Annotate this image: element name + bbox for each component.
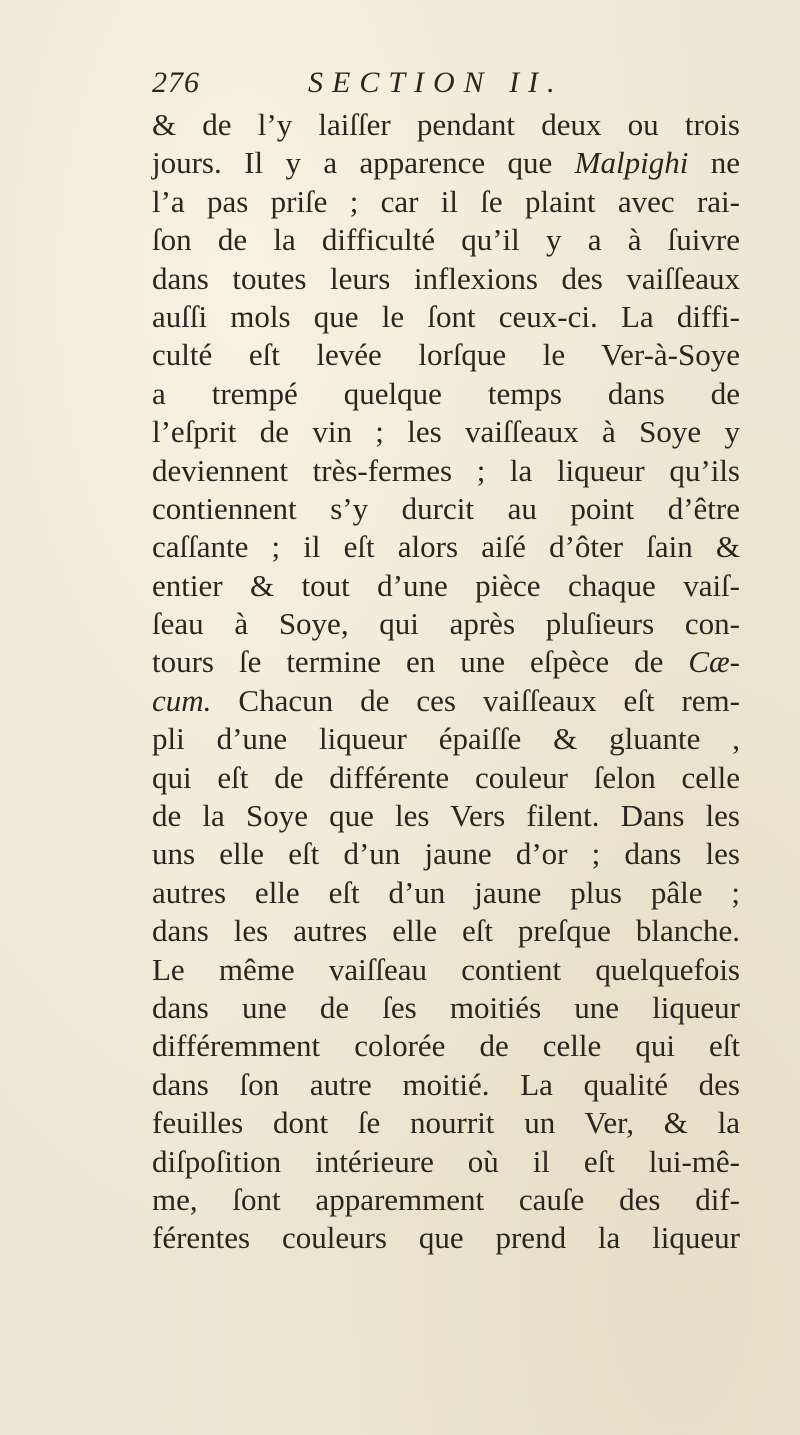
text-line: contiennent s’y durcit au point d’être: [152, 490, 740, 526]
text-line: ſeau à Soye, qui après pluſieurs con-: [152, 606, 740, 642]
text-line: & de l’y laiſſer pendant deux ou trois: [152, 107, 740, 142]
body-text: [152, 106, 740, 1258]
text-line: dans toutes leurs inflexions des vaiſſeaux: [152, 260, 740, 296]
page-header: [152, 66, 712, 106]
text-line: feuilles dont ſe nourrit un Ver, & la: [152, 1105, 740, 1141]
text-fragment: jours. Il y a apparence que: [152, 145, 553, 181]
text-line: qui eſt de différente couleur ſelon celle: [152, 759, 740, 795]
page-number: 276: [152, 66, 200, 99]
text-line: dans une de ſes moitiés une liqueur: [152, 989, 740, 1025]
text-fragment: Chacun de ces vaiſſeaux eſt rem-: [238, 682, 740, 718]
text-fragment: ne: [710, 145, 740, 181]
text-line: ſon de la difficulté qu’il y a à ſuivre: [152, 222, 740, 258]
text-line: uns elle eſt d’un jaune d’or ; dans les: [152, 836, 740, 872]
text-line: me, ſont apparemment cauſe des dif-: [152, 1181, 740, 1217]
text-line: l’eſprit de vin ; les vaiſſeaux à Soye y: [152, 414, 740, 450]
text-line: [152, 682, 740, 720]
text-fragment: tours ſe termine en une eſpèce de: [152, 644, 664, 680]
text-line: l’a pas priſe ; car il ſe plaint avec rai-: [152, 183, 740, 219]
text-line: différemment colorée de celle qui eſt: [152, 1028, 740, 1064]
text-line: dans ſon autre moitié. La qualité des: [152, 1066, 740, 1102]
text-line: pli d’une liqueur épaiſſe & gluante ,: [152, 721, 740, 757]
text-line: Le même vaiſſeau contient quelquefois: [152, 951, 740, 987]
running-head: SECTION II.: [308, 66, 564, 99]
text-line: autres elle eſt d’un jaune plus pâle ;: [152, 874, 740, 910]
text-line: férentes couleurs que prend la liqueur: [152, 1220, 740, 1256]
text-line: culté eſt levée lorſque le Ver-à-Soye: [152, 337, 740, 373]
text-line: a trempé quelque temps dans de: [152, 375, 740, 411]
text-line: dans les autres elle eſt preſque blanche.: [152, 913, 740, 949]
text-line: de la Soye que les Vers filent. Dans les: [152, 798, 740, 834]
text-line: [152, 643, 740, 681]
italic-term: cum.: [152, 682, 212, 718]
italic-term: Cæ-: [688, 644, 741, 680]
text-line: caſſante ; il eſt alors aiſé d’ôter ſain &: [152, 529, 740, 565]
text-line: [152, 144, 740, 182]
text-line: deviennent très-fermes ; la liqueur qu’ils: [152, 452, 740, 488]
text-line: auſſi mols que le ſont ceux-ci. La diffi-: [152, 298, 740, 334]
italic-name: Malpighi: [574, 145, 689, 181]
text-line: entier & tout d’une pièce chaque vaiſ-: [152, 567, 740, 603]
text-line: diſpoſition intérieure où il eſt lui-mê-: [152, 1143, 740, 1179]
